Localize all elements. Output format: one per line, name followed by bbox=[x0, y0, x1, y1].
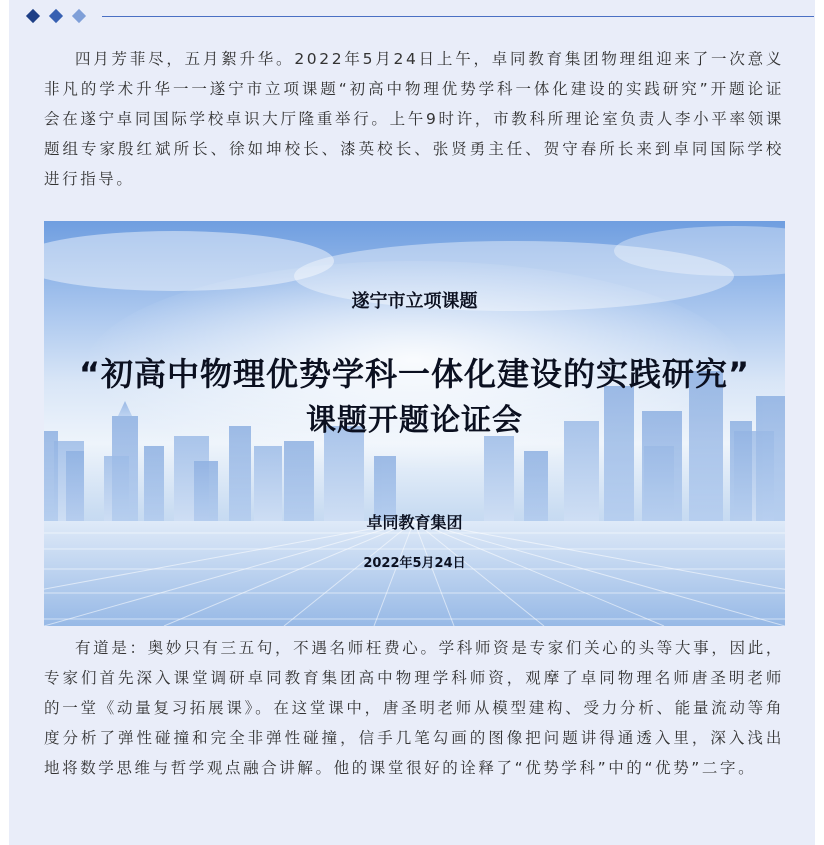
article-paragraph-2: 有道是：奥妙只有三五句，不遇名师枉费心。学科师资是专家们关心的头等大事，因此，专家们首先深入课堂调研卓同教育集团高中物理学科师资，观摩了卓同物理名师唐圣明老师的一堂《动量复习拓展课》。在这堂课中，唐圣明老师从模型建构、受力分析、能量流动等角度分析了弹性碰撞和完全非弹性碰撞，信手几笔勾画的图像把问题讲得通透入里，深入浅出地将数学思维与哲学观点融合讲解。他的课堂很好的诠释了“优势学科”中的“优势”二字。 bbox=[44, 639, 784, 777]
banner-title-line-1: “初高中物理优势学科一体化建设的实践研究” bbox=[78, 355, 751, 393]
diamond-icon bbox=[72, 9, 86, 23]
header-divider bbox=[102, 16, 814, 17]
banner-date: 2022年5月24日 bbox=[363, 556, 466, 571]
event-banner-image bbox=[44, 221, 785, 626]
article-paragraph-1: 四月芳菲尽，五月絮升华。2022年5月24日上午，卓同教育集团物理组迎来了一次意义非凡的学术升华一一遂宁市立项课题“初高中物理优势学科一体化建设的实践研究”开题论证会在遂宁卓同国际学校卓识大厅隆重举行。上午9时许，市教科所理论室负责人李小平率领课题组专家殷红斌所长、徐如坤校长、漆英校长、张贤勇主任、贺守春所长来到卓同国际学校进行指导。 bbox=[44, 50, 784, 188]
diamond-icon bbox=[49, 9, 63, 23]
header-decoration bbox=[24, 8, 814, 24]
diamond-icon bbox=[26, 9, 40, 23]
banner-organizer: 卓同教育集团 bbox=[366, 513, 463, 532]
banner-title-line-2: 课题开题论证会 bbox=[306, 403, 523, 438]
banner-subtitle: 遂宁市立项课题 bbox=[351, 291, 478, 312]
